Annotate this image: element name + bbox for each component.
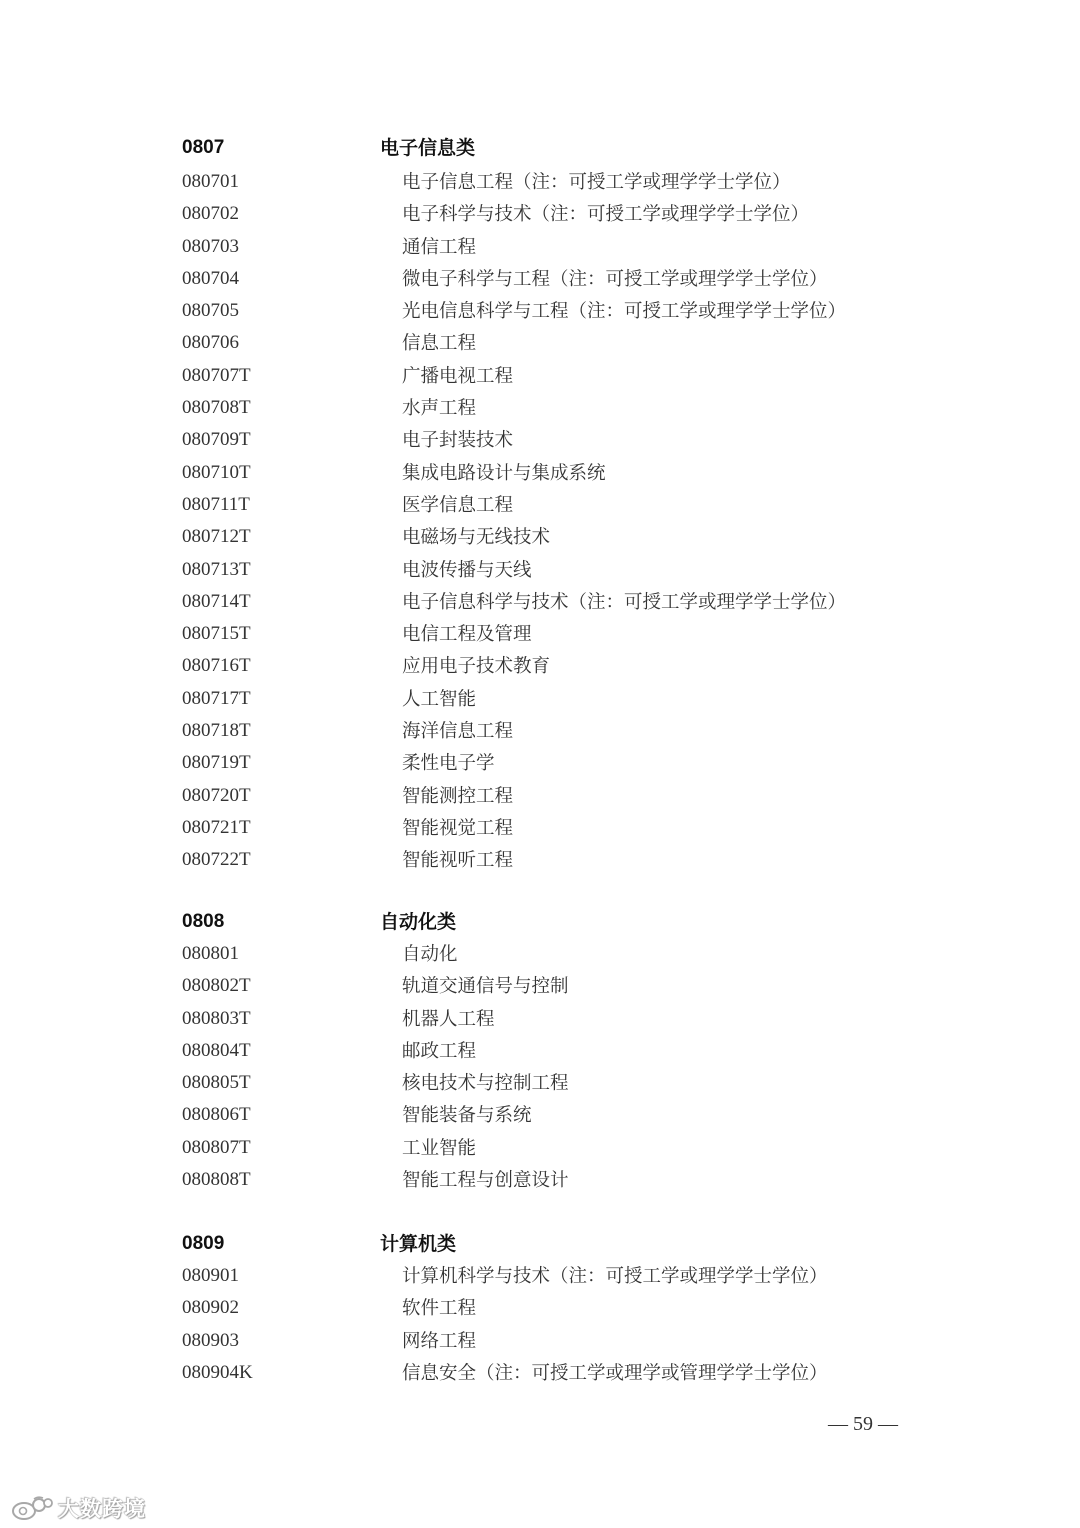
list-item xyxy=(0,202,1080,234)
major-name: 智能视觉工程 xyxy=(402,817,514,839)
major-name: 集成电路设计与集成系统 xyxy=(402,462,606,484)
major-name: 光电信息科学与工程（注：可授工学或理学学士学位） xyxy=(402,301,847,323)
major-code: 080707T xyxy=(182,364,251,386)
watermark-text: 大数跨境 xyxy=(58,1497,146,1521)
major-name: 水声工程 xyxy=(402,398,477,420)
major-name: 电子封装技术 xyxy=(402,430,514,452)
major-code: 080805T xyxy=(182,1072,251,1094)
list-item xyxy=(0,1329,1080,1361)
list-item xyxy=(0,654,1080,686)
major-name: 电波传播与天线 xyxy=(402,559,532,581)
major-code: 080721T xyxy=(182,816,251,838)
watermark xyxy=(10,1493,146,1523)
major-code: 080706 xyxy=(182,332,239,354)
major-code: 080904K xyxy=(182,1361,253,1383)
major-name: 智能视听工程 xyxy=(402,850,514,872)
list-item xyxy=(0,170,1080,202)
list-item xyxy=(0,848,1080,880)
category-header xyxy=(0,136,1080,170)
major-name: 机器人工程 xyxy=(402,1008,495,1030)
major-name: 医学信息工程 xyxy=(402,494,514,516)
list-item xyxy=(0,1103,1080,1135)
list-item xyxy=(0,267,1080,299)
list-item xyxy=(0,942,1080,974)
major-name: 电子信息工程（注：可授工学或理学学士学位） xyxy=(402,172,791,193)
list-item xyxy=(0,719,1080,751)
weibo-logo-icon xyxy=(10,1495,54,1521)
list-item xyxy=(0,974,1080,1006)
list-item xyxy=(0,525,1080,557)
list-item xyxy=(0,396,1080,428)
list-item xyxy=(0,590,1080,622)
major-name: 电子信息科学与技术（注：可授工学或理学学士学位） xyxy=(402,591,847,613)
major-name: 智能测控工程 xyxy=(402,785,514,807)
major-code: 080714T xyxy=(182,590,251,612)
list-item xyxy=(0,493,1080,525)
list-item xyxy=(0,558,1080,590)
major-code: 080701 xyxy=(182,171,239,192)
major-code: 080804T xyxy=(182,1039,251,1061)
section-0808 xyxy=(0,910,1080,1200)
major-name: 轨道交通信号与控制 xyxy=(402,976,569,998)
list-item xyxy=(0,687,1080,719)
list-item xyxy=(0,1136,1080,1168)
major-code: 080803T xyxy=(182,1007,251,1029)
major-code: 080722T xyxy=(182,849,251,871)
major-code: 080902 xyxy=(182,1297,239,1319)
major-code: 080711T xyxy=(182,493,250,515)
major-code: 080806T xyxy=(182,1104,251,1126)
major-name: 信息安全（注：可授工学或理学或管理学学士学位） xyxy=(402,1362,828,1384)
category-name: 计算机类 xyxy=(380,1233,457,1255)
major-code: 080703 xyxy=(182,235,239,257)
major-name: 通信工程 xyxy=(402,236,477,258)
major-code: 080705 xyxy=(182,300,239,322)
list-item xyxy=(0,1039,1080,1071)
major-name: 智能工程与创意设计 xyxy=(402,1170,569,1192)
major-name: 软件工程 xyxy=(402,1298,477,1320)
major-code: 080802T xyxy=(182,975,251,997)
list-item xyxy=(0,816,1080,848)
category-header xyxy=(0,910,1080,942)
category-code: 0808 xyxy=(182,911,225,932)
major-code: 080712T xyxy=(182,526,251,548)
major-name: 智能装备与系统 xyxy=(402,1105,532,1127)
category-name: 电子信息类 xyxy=(380,137,476,159)
list-item xyxy=(0,1071,1080,1103)
list-item xyxy=(0,622,1080,654)
section-0809 xyxy=(0,1232,1080,1393)
major-code: 080719T xyxy=(182,752,251,774)
major-code: 080713T xyxy=(182,558,251,580)
major-name: 网络工程 xyxy=(402,1330,477,1352)
major-name: 海洋信息工程 xyxy=(402,721,514,743)
major-name: 柔性电子学 xyxy=(402,753,495,775)
major-name: 电信工程及管理 xyxy=(402,624,532,646)
list-item xyxy=(0,428,1080,460)
list-item xyxy=(0,1007,1080,1039)
category-code: 0807 xyxy=(182,137,225,158)
major-name: 计算机科学与技术（注：可授工学或理学学士学位） xyxy=(402,1266,828,1287)
category-name: 自动化类 xyxy=(380,911,457,933)
category-code: 0809 xyxy=(182,1233,225,1254)
list-item xyxy=(0,331,1080,363)
major-name: 电子科学与技术（注：可授工学或理学学士学位） xyxy=(402,204,810,226)
major-name: 邮政工程 xyxy=(402,1040,477,1062)
list-item xyxy=(0,751,1080,783)
list-item xyxy=(0,1168,1080,1200)
list-item xyxy=(0,1296,1080,1328)
major-code: 080901 xyxy=(182,1265,239,1286)
major-name: 电磁场与无线技术 xyxy=(402,527,551,549)
major-code: 080720T xyxy=(182,784,251,806)
major-code: 080903 xyxy=(182,1329,239,1351)
major-name: 工业智能 xyxy=(402,1137,477,1159)
major-code: 080808T xyxy=(182,1169,251,1191)
page-number: — 59 — xyxy=(828,1413,898,1435)
list-item xyxy=(0,461,1080,493)
major-name: 人工智能 xyxy=(402,688,477,710)
major-code: 080715T xyxy=(182,623,251,645)
major-code: 080801 xyxy=(182,943,239,964)
major-code: 080718T xyxy=(182,720,251,742)
section-0807 xyxy=(0,136,1080,881)
major-code: 080704 xyxy=(182,267,239,289)
major-code: 080702 xyxy=(182,203,239,225)
major-code: 080710T xyxy=(182,461,251,483)
major-code: 080716T xyxy=(182,655,251,677)
list-item xyxy=(0,299,1080,331)
major-name: 广播电视工程 xyxy=(402,365,514,387)
major-name: 信息工程 xyxy=(402,333,477,355)
list-item xyxy=(0,364,1080,396)
major-name: 核电技术与控制工程 xyxy=(402,1073,569,1095)
list-item xyxy=(0,784,1080,816)
category-header xyxy=(0,1232,1080,1264)
list-item xyxy=(0,1361,1080,1393)
major-name: 应用电子技术教育 xyxy=(402,656,551,678)
major-code: 080717T xyxy=(182,687,251,709)
major-code: 080708T xyxy=(182,397,251,419)
major-name: 自动化 xyxy=(402,944,458,965)
major-code: 080709T xyxy=(182,429,251,451)
list-item xyxy=(0,1264,1080,1296)
major-name: 微电子科学与工程（注：可授工学或理学学士学位） xyxy=(402,268,828,290)
list-item xyxy=(0,235,1080,267)
major-code: 080807T xyxy=(182,1136,251,1158)
